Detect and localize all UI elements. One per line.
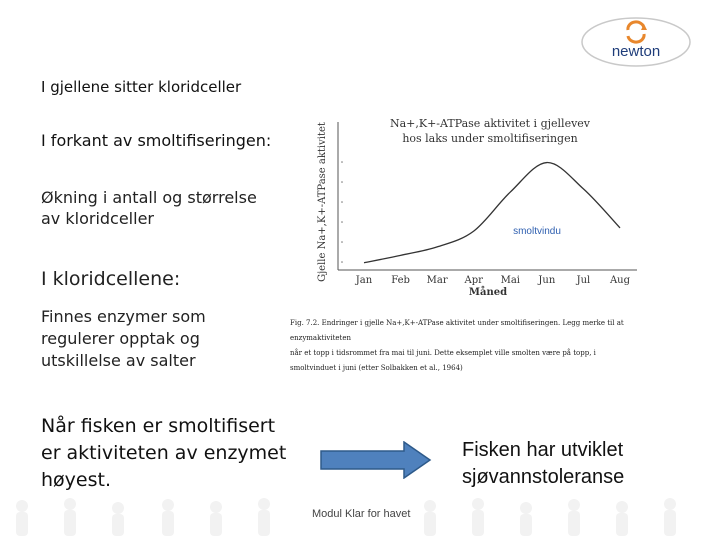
chart-xlabel: Måned <box>468 287 508 298</box>
chart-title-line1: Na+,K+-ATPase aktivitet i gjellevev <box>389 117 591 130</box>
chart-ylabel: Gjelle Na+,K+-ATPase aktivitet <box>317 122 328 282</box>
circular-arrows-icon <box>628 22 647 42</box>
decorative-figures-banner <box>0 492 720 540</box>
newton-logo <box>580 14 692 68</box>
y-tick-mark <box>341 201 343 203</box>
chart-annotation: smoltvindu <box>513 226 561 237</box>
x-tick-label: Jan <box>355 275 373 286</box>
y-tick-mark <box>341 161 343 163</box>
x-tick-label: Mai <box>500 275 520 286</box>
x-tick-label: Jul <box>576 275 591 286</box>
chart-title-line2: hos laks under smoltifiseringen <box>402 132 578 145</box>
caption-line-1: Fig. 7.2. Endringer i gjelle Na+,K+-ATPase aktivitet under smoltifiseringen. Legg merke til at enzymaktiviteten <box>290 319 624 342</box>
caption-line-2: når et topp i tidsrommet fra mai til juni. Dette eksemplet ville smolten være på topp, i <box>290 349 596 357</box>
x-tick-label: Aug <box>609 275 631 286</box>
enzymer-text: Finnes enzymer som regulerer opptak og utskillelse av salter <box>41 307 206 370</box>
x-tick-label: Apr <box>464 275 483 286</box>
fisken-text: Fisken har utviklet sjøvannstoleranse <box>462 439 625 488</box>
x-tick-label: Feb <box>391 275 410 286</box>
logo-text: newton <box>611 43 661 60</box>
right-arrow-icon <box>320 441 432 479</box>
x-tick-label: Mar <box>426 275 448 286</box>
y-tick-mark <box>341 241 343 243</box>
y-tick-mark <box>341 261 343 263</box>
figure-caption <box>290 316 670 376</box>
x-tick-label: Jun <box>538 275 556 286</box>
smoltifisert-text: Når fisken er smoltifisert er aktiviteten av enzymet høyest. <box>41 415 287 491</box>
y-tick-mark <box>341 221 343 223</box>
kloridcellene-title: I kloridcellene: <box>41 268 181 290</box>
forkant-title: I forkant av smoltifiseringen: <box>41 131 272 150</box>
footer-text: Modul Klar for havet <box>312 508 411 520</box>
caption-line-3: smoltvinduet i juni (etter Solbakken et al., 1964) <box>290 364 463 372</box>
slide-heading: I gjellene sitter kloridceller <box>41 78 242 96</box>
atpase-chart <box>312 112 640 300</box>
y-tick-mark <box>341 181 343 183</box>
forkant-body: Økning i antall og størrelse av kloridceller <box>41 188 257 228</box>
